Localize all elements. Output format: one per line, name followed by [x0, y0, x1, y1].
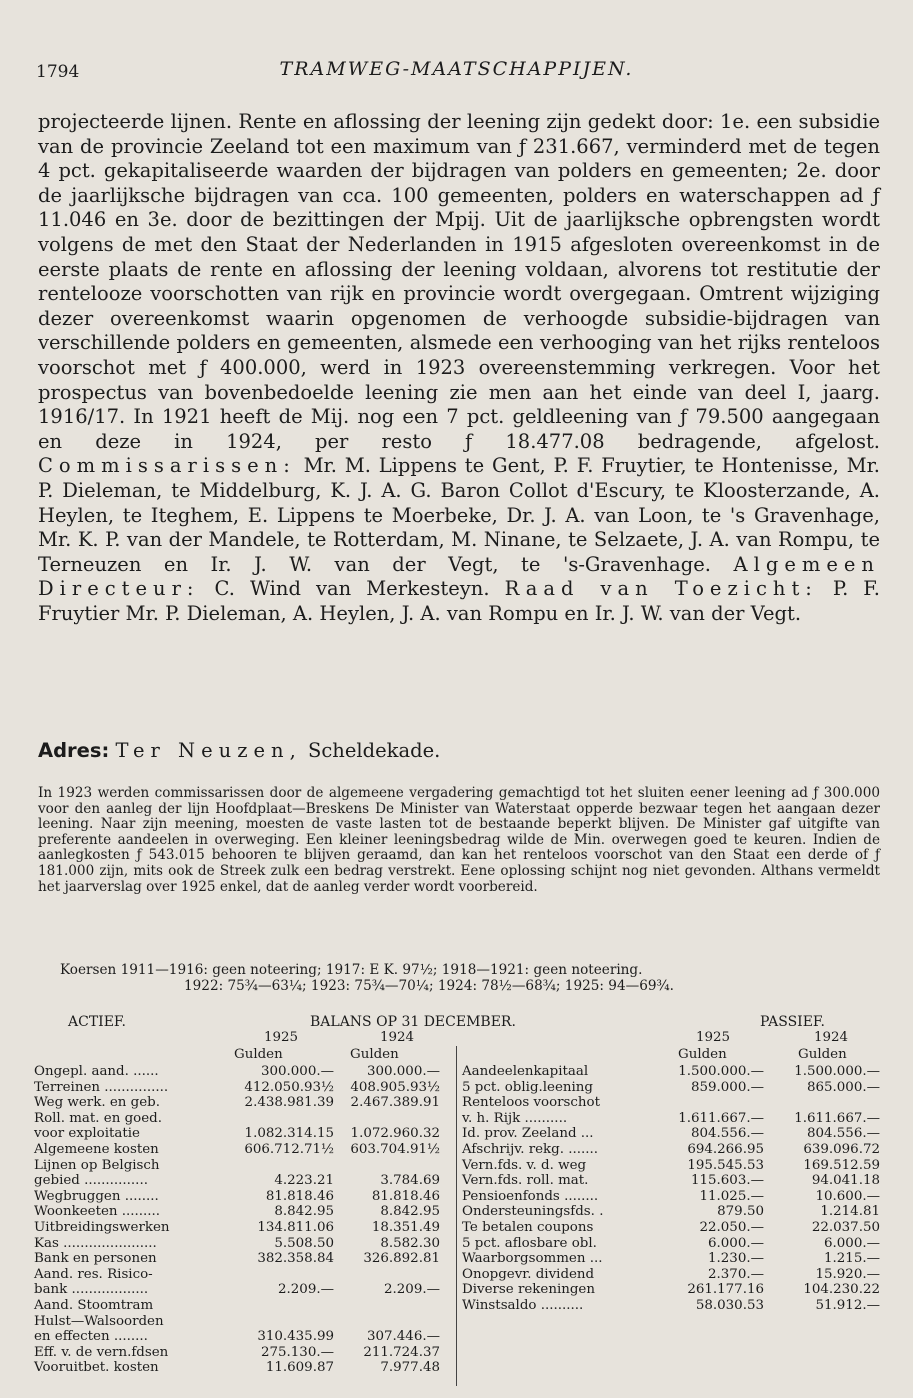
- row-label: Id. prov. Zeeland ...: [462, 1126, 594, 1142]
- actief-row: [34, 1111, 454, 1127]
- passief-row: [462, 1236, 882, 1252]
- row-label: Algemeene kosten: [34, 1141, 159, 1157]
- row-label: v. h. Rijk ..........: [462, 1110, 568, 1126]
- passief-row: [462, 1204, 882, 1220]
- value-1925: 115.603.—: [690, 1173, 764, 1189]
- value-1924: 6.000.—: [824, 1235, 880, 1251]
- row-label: Terreinen ...............: [34, 1079, 169, 1095]
- value-1924: 1.072.960.32: [350, 1126, 440, 1142]
- value-1925: 382.358.84: [257, 1251, 334, 1267]
- raad-heading: Raad van Toezicht:: [504, 577, 818, 601]
- value-1925: 58.030.53: [695, 1297, 764, 1313]
- value-1924: 8.582.30: [380, 1235, 440, 1251]
- value-1924: 2.209.—: [384, 1282, 440, 1298]
- actief-row: [34, 1360, 454, 1376]
- row-label: Te betalen coupons: [462, 1219, 594, 1235]
- koersen-line-2: 1922: 75¾—63¼; 1923: 75¾—70¼; 1924: 78½—68¾; 1925: 94—69¾.: [184, 978, 674, 994]
- value-1925: 310.435.99: [257, 1329, 334, 1345]
- value-1924: 94.041.18: [811, 1173, 880, 1189]
- value-1925: 2.438.981.39: [244, 1095, 334, 1111]
- running-head: [36, 58, 877, 88]
- value-1924: 7.977.48: [380, 1360, 440, 1376]
- koersen-line-1: Koersen 1911—1916: geen noteering; 1917: E K. 97½; 1918—1921: geen noteering.: [60, 962, 643, 978]
- passief-unit-1924: Gulden: [798, 1047, 847, 1062]
- value-1925: 195.545.53: [687, 1157, 764, 1173]
- value-1924: 18.351.49: [371, 1219, 440, 1235]
- passief-row: [462, 1111, 882, 1127]
- row-label: Ongepl. aand. ......: [34, 1064, 159, 1079]
- row-label: Bank en personen: [34, 1251, 157, 1267]
- actief-unit-1924: Gulden: [350, 1047, 399, 1062]
- row-label: Eff. v. de vern.fdsen: [34, 1344, 169, 1360]
- value-1924: 15.920.—: [815, 1266, 880, 1282]
- value-1925: 2.370.—: [708, 1266, 764, 1282]
- running-title: TRAMWEG-MAATSCHAPPIJEN.: [279, 58, 634, 80]
- value-1925: 8.842.95: [274, 1204, 334, 1220]
- address-line: [38, 739, 440, 762]
- passief-row: [462, 1220, 882, 1236]
- row-label: Vern.fds. v. d. weg: [462, 1157, 587, 1173]
- row-label: Afschrijv. rekg. .......: [462, 1141, 599, 1157]
- actief-column-header: [34, 1030, 454, 1064]
- actief-row: [34, 1173, 454, 1189]
- directeur-name: C. Wind van Merkesteyn.: [214, 577, 490, 601]
- row-label: Vern.fds. roll. mat.: [462, 1173, 589, 1189]
- value-1924: 211.724.37: [363, 1344, 440, 1360]
- value-1924: 300.000.—: [366, 1064, 440, 1079]
- value-1925: 4.223.21: [274, 1173, 334, 1189]
- actief-row: [34, 1314, 454, 1330]
- value-1925: 11.025.—: [699, 1188, 764, 1204]
- row-label: gebied ...............: [34, 1173, 148, 1189]
- value-1925: 2.209.—: [278, 1282, 334, 1298]
- value-1925: 859.000.—: [690, 1079, 764, 1095]
- value-1925: 879.50: [717, 1204, 764, 1220]
- row-label: Kas ......................: [34, 1235, 157, 1251]
- value-1924: 804.556.—: [806, 1126, 880, 1142]
- actief-column: [34, 1030, 454, 1376]
- actief-row: [34, 1220, 454, 1236]
- row-label: Roll. mat. en goed.: [34, 1110, 162, 1126]
- value-1924: 1.214.81: [820, 1204, 880, 1220]
- passief-row: [462, 1064, 882, 1080]
- value-1924: 307.446.—: [366, 1329, 440, 1345]
- body-paragraph: projecteerde lijnen. Rente en aflossing der leening zijn gedekt door: 1e. een subsidie van de provincie Zeeland tot een maximum van ƒ 231.667, verminderd met de tegen 4 pct. gekapitaliseerde waarden der bijdragen van polders en gemeenten; 2e. door de jaarlijksche bijdragen van cca. 100 gemeenten, polders en waterschappen ad ƒ 11.046 en 3e. door de bezittingen der Mpij. Uit de jaarlijksche opbrengsten wordt volgens de met den Staat der Nederlanden in 1915 afgesloten overeenkomst in de eerste plaats de rente en aflossing der leening voldaan, alvorens tot restitutie der rentelooze voorschotten van rijk en provincie wordt overgegaan. Omtrent wijziging dezer overeenkomst waarin opgenomen de verhoogde subsidie-bijdragen van verschillende polders en gemeenten, alsmede een verhooging van het rijks renteloos voorschot met ƒ 400.000, werd in 1923 overeenstemming verkregen. Voor het prospectus van bovenbedoelde leening zie men aan het einde van deel I, jaarg. 1916/17. In 1921 heeft de Mij. nog een 7 pct. geldleening van ƒ 79.500 aangegaan en deze in 1924, per resto ƒ 18.477.08 bedragende, afgelost. Commissarissen: Mr. M. Lippens te Gent, P. F. Fruytier, te Hontenisse, Mr. P. Dieleman, te Middelburg, K. J. A. G. Baron Collot d'Escury, te Kloosterzande, A. Heylen, te Iteghem, E. Lippens te Moerbeke, Dr. J. A. van Loon, te 's Gravenhage, Mr. K. P. van der Mandele, te Rotterdam, M. Ninane, te Selzaete, J. A. van Rompu, te Terneuzen en Ir. J. W. van der Vegt, te 's-Gravenhage. Algemeen Directeur: C. Wind van Merkesteyn. Raad van Toezicht: P. F. Fruytier Mr. P. Dieleman, A. Heylen, J. A. van Rompu en Ir. J. W. van der Vegt.: [38, 110, 881, 625]
- value-1924: 169.512.59: [803, 1157, 880, 1173]
- address-street: Scheldekade.: [308, 739, 441, 762]
- value-1925: 300.000.—: [260, 1064, 334, 1079]
- row-label: Hulst—Walsoorden: [34, 1313, 164, 1329]
- value-1925: 261.177.16: [687, 1282, 764, 1298]
- value-1924: 1.500.000.—: [794, 1064, 880, 1079]
- row-label: voor exploitatie: [34, 1126, 140, 1142]
- value-1925: 5.508.50: [274, 1235, 334, 1251]
- page-number: 1794: [36, 62, 80, 82]
- passief-column: [462, 1030, 882, 1314]
- passief-row: [462, 1158, 882, 1174]
- value-1925: 134.811.06: [257, 1219, 334, 1235]
- value-1924: 8.842.95: [380, 1204, 440, 1220]
- value-1925: 22.050.—: [699, 1219, 764, 1235]
- actief-row: [34, 1282, 454, 1298]
- actief-year-1924: 1924: [380, 1030, 415, 1045]
- value-1924: 2.467.389.91: [350, 1095, 440, 1111]
- row-label: Aandeelenkapitaal: [462, 1064, 589, 1079]
- value-1924: 639.096.72: [803, 1141, 880, 1157]
- row-label: Diverse rekeningen: [462, 1282, 595, 1298]
- row-label: Waarborgsommen ...: [462, 1251, 603, 1267]
- value-1925: 412.050.93½: [244, 1079, 334, 1095]
- actief-row: [34, 1095, 454, 1111]
- row-label: Pensioenfonds ........: [462, 1188, 599, 1204]
- row-label: Aand. Stoomtram: [34, 1297, 154, 1313]
- actief-row: [34, 1142, 454, 1158]
- value-1925: 1.230.—: [708, 1251, 764, 1267]
- actief-label: ACTIEF.: [68, 1014, 126, 1030]
- value-1924: 326.892.81: [363, 1251, 440, 1267]
- passief-rows: [462, 1064, 882, 1314]
- passief-column-header: [462, 1030, 882, 1064]
- passief-row: [462, 1282, 882, 1298]
- passief-row: [462, 1095, 882, 1111]
- balance-title: BALANS OP 31 DECEMBER.: [310, 1014, 516, 1030]
- value-1925: 804.556.—: [690, 1126, 764, 1142]
- koersen-block: [38, 962, 880, 994]
- passief-row: [462, 1251, 882, 1267]
- actief-row: [34, 1189, 454, 1205]
- passief-row: [462, 1189, 882, 1205]
- value-1924: 22.037.50: [811, 1219, 880, 1235]
- value-1924: 1.611.667.—: [794, 1110, 880, 1126]
- actief-row: [34, 1236, 454, 1252]
- row-label: Ondersteuningsfds. .: [462, 1204, 604, 1220]
- value-1925: 6.000.—: [708, 1235, 764, 1251]
- row-label: Renteloos voorschot: [462, 1095, 600, 1111]
- passief-row: [462, 1080, 882, 1096]
- row-label: bank ..................: [34, 1282, 149, 1298]
- passief-year-1924: 1924: [814, 1030, 849, 1045]
- row-label: Wegbruggen ........: [34, 1188, 159, 1204]
- passief-row: [462, 1142, 882, 1158]
- value-1924: 603.704.91½: [350, 1141, 440, 1157]
- value-1924: 1.215.—: [824, 1251, 880, 1267]
- value-1924: 408.905.93½: [350, 1079, 440, 1095]
- actief-row: [34, 1080, 454, 1096]
- row-label: Onopgevr. dividend: [462, 1266, 595, 1282]
- row-label: Aand. res. Risico-: [34, 1266, 153, 1282]
- actief-year-1925: 1925: [264, 1030, 299, 1045]
- value-1924: 104.230.22: [803, 1282, 880, 1298]
- main-text: [38, 110, 880, 626]
- value-1924: 51.912.—: [815, 1297, 880, 1313]
- row-label: en effecten ........: [34, 1329, 148, 1345]
- small-print-paragraph: In 1923 werden commissarissen door de algemeene vergadering gemachtigd tot het sluiten eener leening ad ƒ 300.000 voor den aanleg der lijn Hoofdplaat—Breskens De Minister van Waterstaat opperde bezwaar tegen het aangaan dezer leening. Naar zijn meening, moesten de vaste lasten tot de bestaande beperkt blijven. De Minister gaf uitgifte van preferente aandeelen in overweging. Een kleiner leeningsbedrag wilde de Min. overwegen goed te keuren. Indien de aanlegkosten ƒ 543.015 behooren te blijven geraamd, dan kan het renteloos voorschot van den Staat een derde of ƒ 181.000 zijn, mits ook de Streek zulk een bedrag verstrekt. Eene oplossing schijnt nog niet gevonden. Althans vermeldt het jaarverslag over 1925 enkel, dat de aanleg verder wordt voorbereid.: [38, 785, 880, 895]
- actief-row: [34, 1204, 454, 1220]
- passief-row: [462, 1298, 882, 1314]
- value-1924: 865.000.—: [806, 1079, 880, 1095]
- passief-row: [462, 1126, 882, 1142]
- actief-row: [34, 1251, 454, 1267]
- row-label: Weg werk. en geb.: [34, 1095, 160, 1111]
- value-1924: 3.784.69: [380, 1173, 440, 1189]
- value-1925: 1.082.314.15: [244, 1126, 334, 1142]
- row-label: Winstsaldo ..........: [462, 1297, 584, 1313]
- passief-year-1925: 1925: [696, 1030, 731, 1045]
- value-1925: 1.611.667.—: [678, 1110, 764, 1126]
- row-label: Vooruitbet. kosten: [34, 1360, 159, 1376]
- actief-row: [34, 1298, 454, 1314]
- value-1925: 81.818.46: [265, 1188, 334, 1204]
- passief-row: [462, 1267, 882, 1283]
- value-1925: 694.266.95: [687, 1141, 764, 1157]
- actief-row: [34, 1267, 454, 1283]
- commissarissen-list: Mr. M. Lippens te Gent, P. F. Fruytier, te Hontenisse, Mr. P. Dieleman, te Middelburg, K. J. A. G. Baron Collot d'Escury, te Kloosterzande, A. Heylen, te Iteghem, E. Lippens te Moerbeke, Dr. J. A. van Loon, te 's Gravenhage, Mr. K. P. van der Mandele, te Rotterdam, M. Ninane, te Selzaete, J. A. van Rompu, te Terneuzen en Ir. J. W. van der Vegt, te 's-Gravenhage.: [38, 454, 881, 576]
- passief-label: PASSIEF.: [760, 1014, 825, 1030]
- value-1925: 1.500.000.—: [678, 1064, 764, 1079]
- actief-row: [34, 1126, 454, 1142]
- address-label: Adres:: [38, 739, 110, 762]
- directeur-heading: Algemeen Directeur:: [38, 552, 880, 601]
- actief-row: [34, 1329, 454, 1345]
- actief-row: [34, 1064, 454, 1080]
- actief-row: [34, 1158, 454, 1174]
- passief-row: [462, 1173, 882, 1189]
- commissarissen-heading: Commissarissen:: [38, 454, 296, 478]
- row-label: Lijnen op Belgisch: [34, 1157, 160, 1173]
- row-label: 5 pct. oblig.leening: [462, 1079, 594, 1095]
- row-label: Woonkeeten .........: [34, 1204, 161, 1220]
- raad-list: P. F. Fruytier Mr. P. Dieleman, A. Heylen, J. A. van Rompu en Ir. J. W. van der Vegt.: [38, 577, 880, 625]
- column-divider: [456, 1046, 457, 1386]
- value-1925: 11.609.87: [265, 1360, 334, 1376]
- passief-unit-1925: Gulden: [678, 1047, 727, 1062]
- row-label: Uitbreidingswerken: [34, 1219, 170, 1235]
- actief-rows: [34, 1064, 454, 1376]
- value-1925: 606.712.71½: [244, 1141, 334, 1157]
- value-1925: 275.130.—: [260, 1344, 334, 1360]
- address-place: Ter Neuzen,: [115, 739, 302, 762]
- actief-unit-1925: Gulden: [234, 1047, 283, 1062]
- value-1924: 10.600.—: [815, 1188, 880, 1204]
- value-1924: 81.818.46: [371, 1188, 440, 1204]
- actief-row: [34, 1345, 454, 1361]
- row-label: 5 pct. aflosbare obl.: [462, 1235, 597, 1251]
